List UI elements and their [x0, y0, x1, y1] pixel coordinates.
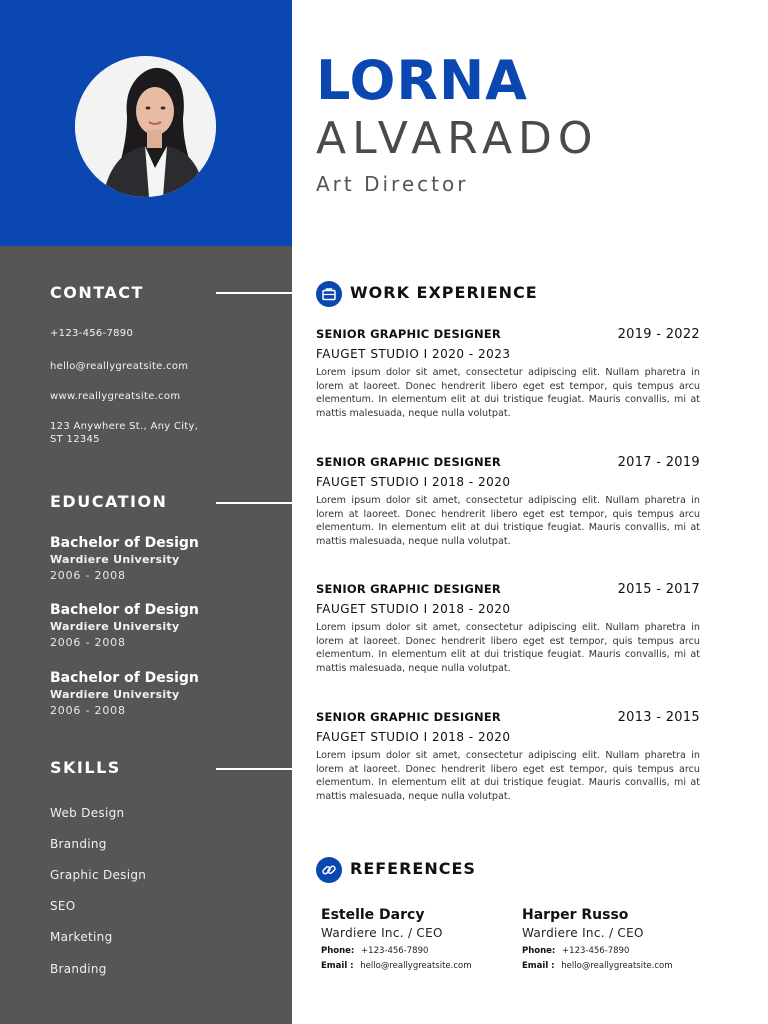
- contact-address: 123 Anywhere St., Any City, ST 12345: [50, 421, 199, 445]
- reference-email-line: [522, 959, 722, 974]
- link-icon: [316, 857, 342, 883]
- experience-role: SENIOR GRAPHIC DESIGNER: [316, 582, 501, 596]
- first-name: LORNA: [316, 49, 528, 112]
- skills-heading: SKILLS: [50, 758, 121, 777]
- experience-years: 2017 - 2019: [617, 455, 700, 470]
- reference-phone-line: [522, 944, 722, 959]
- experience-description: Lorem ipsum dolor sit amet, consectetur adipiscing elit. Nullam pharetra in lorem at laoreet. Donec hendrerit libero eget est tempor, quis tempus arcu elementum. In elementum elit at dui tristique feugiat. Mauris convallis, mi at mattis malesuada, neque nulla volutpat.: [316, 622, 700, 675]
- education-degree: Bachelor of Design: [50, 602, 199, 618]
- education-degree: Bachelor of Design: [50, 670, 199, 686]
- education-divider: [216, 502, 292, 504]
- education-item: [50, 669, 280, 719]
- education-school: Wardiere University: [50, 553, 180, 566]
- experience-company: FAUGET STUDIO I 2018 - 2020: [316, 475, 511, 489]
- reference-company: Wardiere Inc. / CEO: [321, 926, 443, 940]
- education-school: Wardiere University: [50, 688, 180, 701]
- profile-photo: [75, 56, 216, 197]
- experience-item: [316, 710, 700, 804]
- skill-item: Web Design: [50, 806, 125, 820]
- experience-company: FAUGET STUDIO I 2018 - 2020: [316, 602, 511, 616]
- skill-item: Graphic Design: [50, 868, 147, 882]
- experience-company: FAUGET STUDIO I 2018 - 2020: [316, 730, 511, 744]
- education-item: [50, 601, 280, 651]
- contact-email: hello@reallygreatsite.com: [50, 361, 189, 372]
- skill-item: Branding: [50, 962, 107, 976]
- experience-company: FAUGET STUDIO I 2020 - 2023: [316, 347, 511, 361]
- skills-divider: [216, 768, 292, 770]
- experience-item: [316, 455, 700, 549]
- experience-description: Lorem ipsum dolor sit amet, consectetur adipiscing elit. Nullam pharetra in lorem at laoreet. Donec hendrerit libero eget est tempor, quis tempus arcu elementum. In elementum elit at dui tristique feugiat. Mauris convallis, mi at mattis malesuada, neque nulla volutpat.: [316, 495, 700, 548]
- reference-phone: +123-456-7890: [562, 946, 630, 956]
- experience-description: Lorem ipsum dolor sit amet, consectetur adipiscing elit. Nullam pharetra in lorem at laoreet. Donec hendrerit libero eget est tempor, quis tempus arcu elementum. In elementum elit at dui tristique feugiat. Mauris convallis, mi at mattis malesuada, neque nulla volutpat.: [316, 367, 700, 420]
- reference-name: Harper Russo: [522, 907, 629, 923]
- work-experience-heading: WORK EXPERIENCE: [350, 283, 538, 302]
- reference-phone: +123-456-7890: [361, 946, 429, 956]
- experience-item: [316, 582, 700, 676]
- reference-name: Estelle Darcy: [321, 907, 425, 923]
- skill-item: Marketing: [50, 930, 113, 944]
- last-name: ALVARADO: [316, 113, 599, 164]
- education-years: 2006 - 2008: [50, 569, 126, 582]
- reference-phone-label: Phone:: [522, 946, 556, 956]
- reference-email-label: Email :: [321, 961, 354, 971]
- experience-role: SENIOR GRAPHIC DESIGNER: [316, 455, 501, 469]
- education-years: 2006 - 2008: [50, 636, 126, 649]
- contact-phone: +123-456-7890: [50, 328, 134, 339]
- reference-company: Wardiere Inc. / CEO: [522, 926, 644, 940]
- job-title: Art Director: [316, 172, 469, 196]
- experience-description: Lorem ipsum dolor sit amet, consectetur adipiscing elit. Nullam pharetra in lorem at laoreet. Donec hendrerit libero eget est tempor, quis tempus arcu elementum. In elementum elit at dui tristique feugiat. Mauris convallis, mi at mattis malesuada, neque nulla volutpat.: [316, 750, 700, 803]
- skill-item: SEO: [50, 899, 76, 913]
- reference-item: [522, 906, 722, 974]
- contact-website: www.reallygreatsite.com: [50, 391, 181, 402]
- profile-photo-illustration: [75, 56, 216, 197]
- reference-item: [321, 906, 521, 974]
- education-item: [50, 534, 280, 584]
- reference-email-line: [321, 959, 521, 974]
- reference-phone-line: [321, 944, 521, 959]
- reference-email: hello@reallygreatsite.com: [561, 961, 673, 971]
- briefcase-icon: [316, 281, 342, 307]
- reference-email-label: Email :: [522, 961, 555, 971]
- experience-role: SENIOR GRAPHIC DESIGNER: [316, 710, 501, 724]
- education-heading: EDUCATION: [50, 492, 168, 511]
- contact-heading: CONTACT: [50, 283, 144, 302]
- experience-years: 2013 - 2015: [617, 710, 700, 725]
- reference-phone-label: Phone:: [321, 946, 355, 956]
- experience-item: [316, 327, 700, 421]
- experience-role: SENIOR GRAPHIC DESIGNER: [316, 327, 501, 341]
- education-school: Wardiere University: [50, 620, 180, 633]
- experience-years: 2019 - 2022: [617, 327, 700, 342]
- header-blue-panel: [0, 0, 292, 246]
- skill-item: Branding: [50, 837, 107, 851]
- experience-years: 2015 - 2017: [617, 582, 700, 597]
- contact-divider: [216, 292, 292, 294]
- education-degree: Bachelor of Design: [50, 535, 199, 551]
- reference-email: hello@reallygreatsite.com: [360, 961, 472, 971]
- education-years: 2006 - 2008: [50, 704, 126, 717]
- references-heading: REFERENCES: [350, 859, 476, 878]
